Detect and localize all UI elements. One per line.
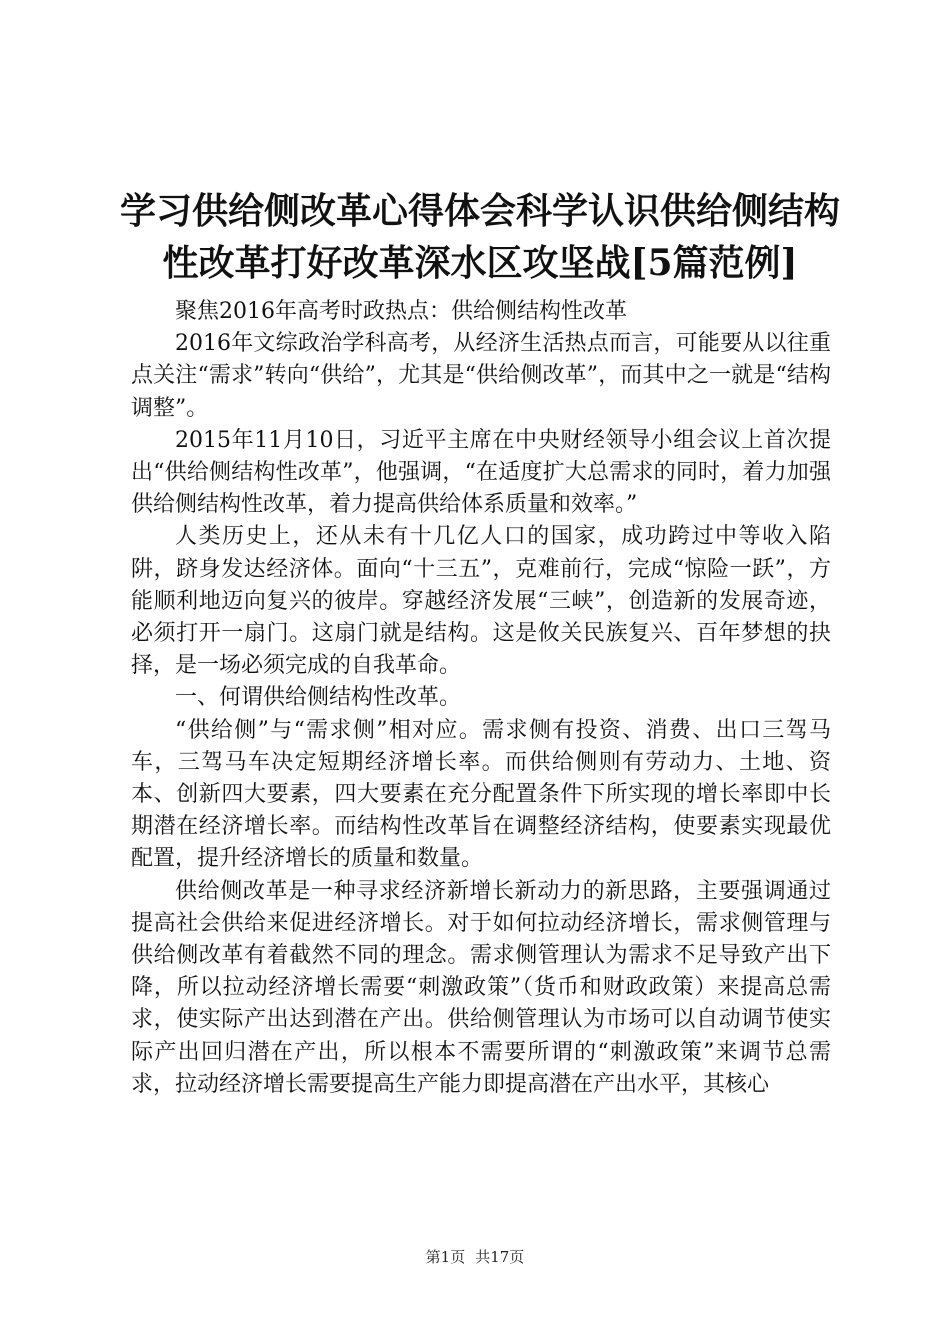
paragraph-3: 2015年11月10日，习近平主席在中央财经领导小组会议上首次提出“供给侧结构性改革”，他强调，“在适度扩大总需求的同时，着力加强供给侧结构性改革，着力提高供给体系质量和效率。” [131, 427, 831, 518]
page-total: 共17页 [475, 1248, 525, 1266]
document-body [131, 296, 831, 1101]
document-title [120, 185, 840, 289]
page-footer [0, 1247, 950, 1267]
paragraph-4: 人类历史上，还从未有十几亿人口的国家，成功跨过中等收入陷阱，跻身发达经济体。面向“十三五”，克难前行，完成“惊险一跃”，方能顺利地迈向复兴的彼岸。穿越经济发展“三峡”，创造新的发展奇迹，必须打开一扇门。这扇门就是结构。这是攸关民族复兴、百年梦想的抉择，是一场必须完成的自我革命。 [131, 524, 831, 679]
title-line-2: 性改革打好改革深水区攻坚战[5篇范例] [162, 242, 798, 284]
title-line-1: 学习供给侧改革心得体会科学认识供给侧结构 [120, 190, 841, 232]
paragraph-2: 2016年文综政治学科高考，从经济生活热点而言，可能要从以往重点关注“需求”转向“供给”，尤其是“供给侧改革”，而其中之一就是“结构调整”。 [131, 331, 831, 421]
paragraph-6: 供给侧改革是一种寻求经济新增长新动力的新思路，主要强调通过提高社会供给来促进经济增长。对于如何拉动经济增长，需求侧管理与供给侧改革有着截然不同的理念。需求侧管理认为需求不足导致产出下降，所以拉动经济增长需要“刺激政策”（货币和财政政策）来提高总需求，使实际产出达到潜在产出。供给侧管理认为市场可以自动调节使实际产出回归潜在产出，所以根本不需要所谓的“刺激政策”来调节总需求，拉动经济增长需要提高生产能力即提高潜在产出水平，其核心 [131, 878, 831, 1097]
paragraph-5: “供给侧”与“需求侧”相对应。需求侧有投资、消费、出口三驾马车，三驾马车决定短期经济增长率。而供给侧则有劳动力、土地、资本、创新四大要素，四大要素在充分配置条件下所实现的增长率即中长期潜在经济增长率。而结构性改革旨在调整经济结构，使要素实现最优配置，提升经济增长的质量和数量。 [131, 717, 831, 872]
paragraph-1: 聚焦2016年高考时政热点：供给侧结构性改革 [175, 299, 627, 324]
section-heading-1: 一、何谓供给侧结构性改革。 [175, 685, 462, 711]
page-number: 第1页 [425, 1248, 466, 1266]
